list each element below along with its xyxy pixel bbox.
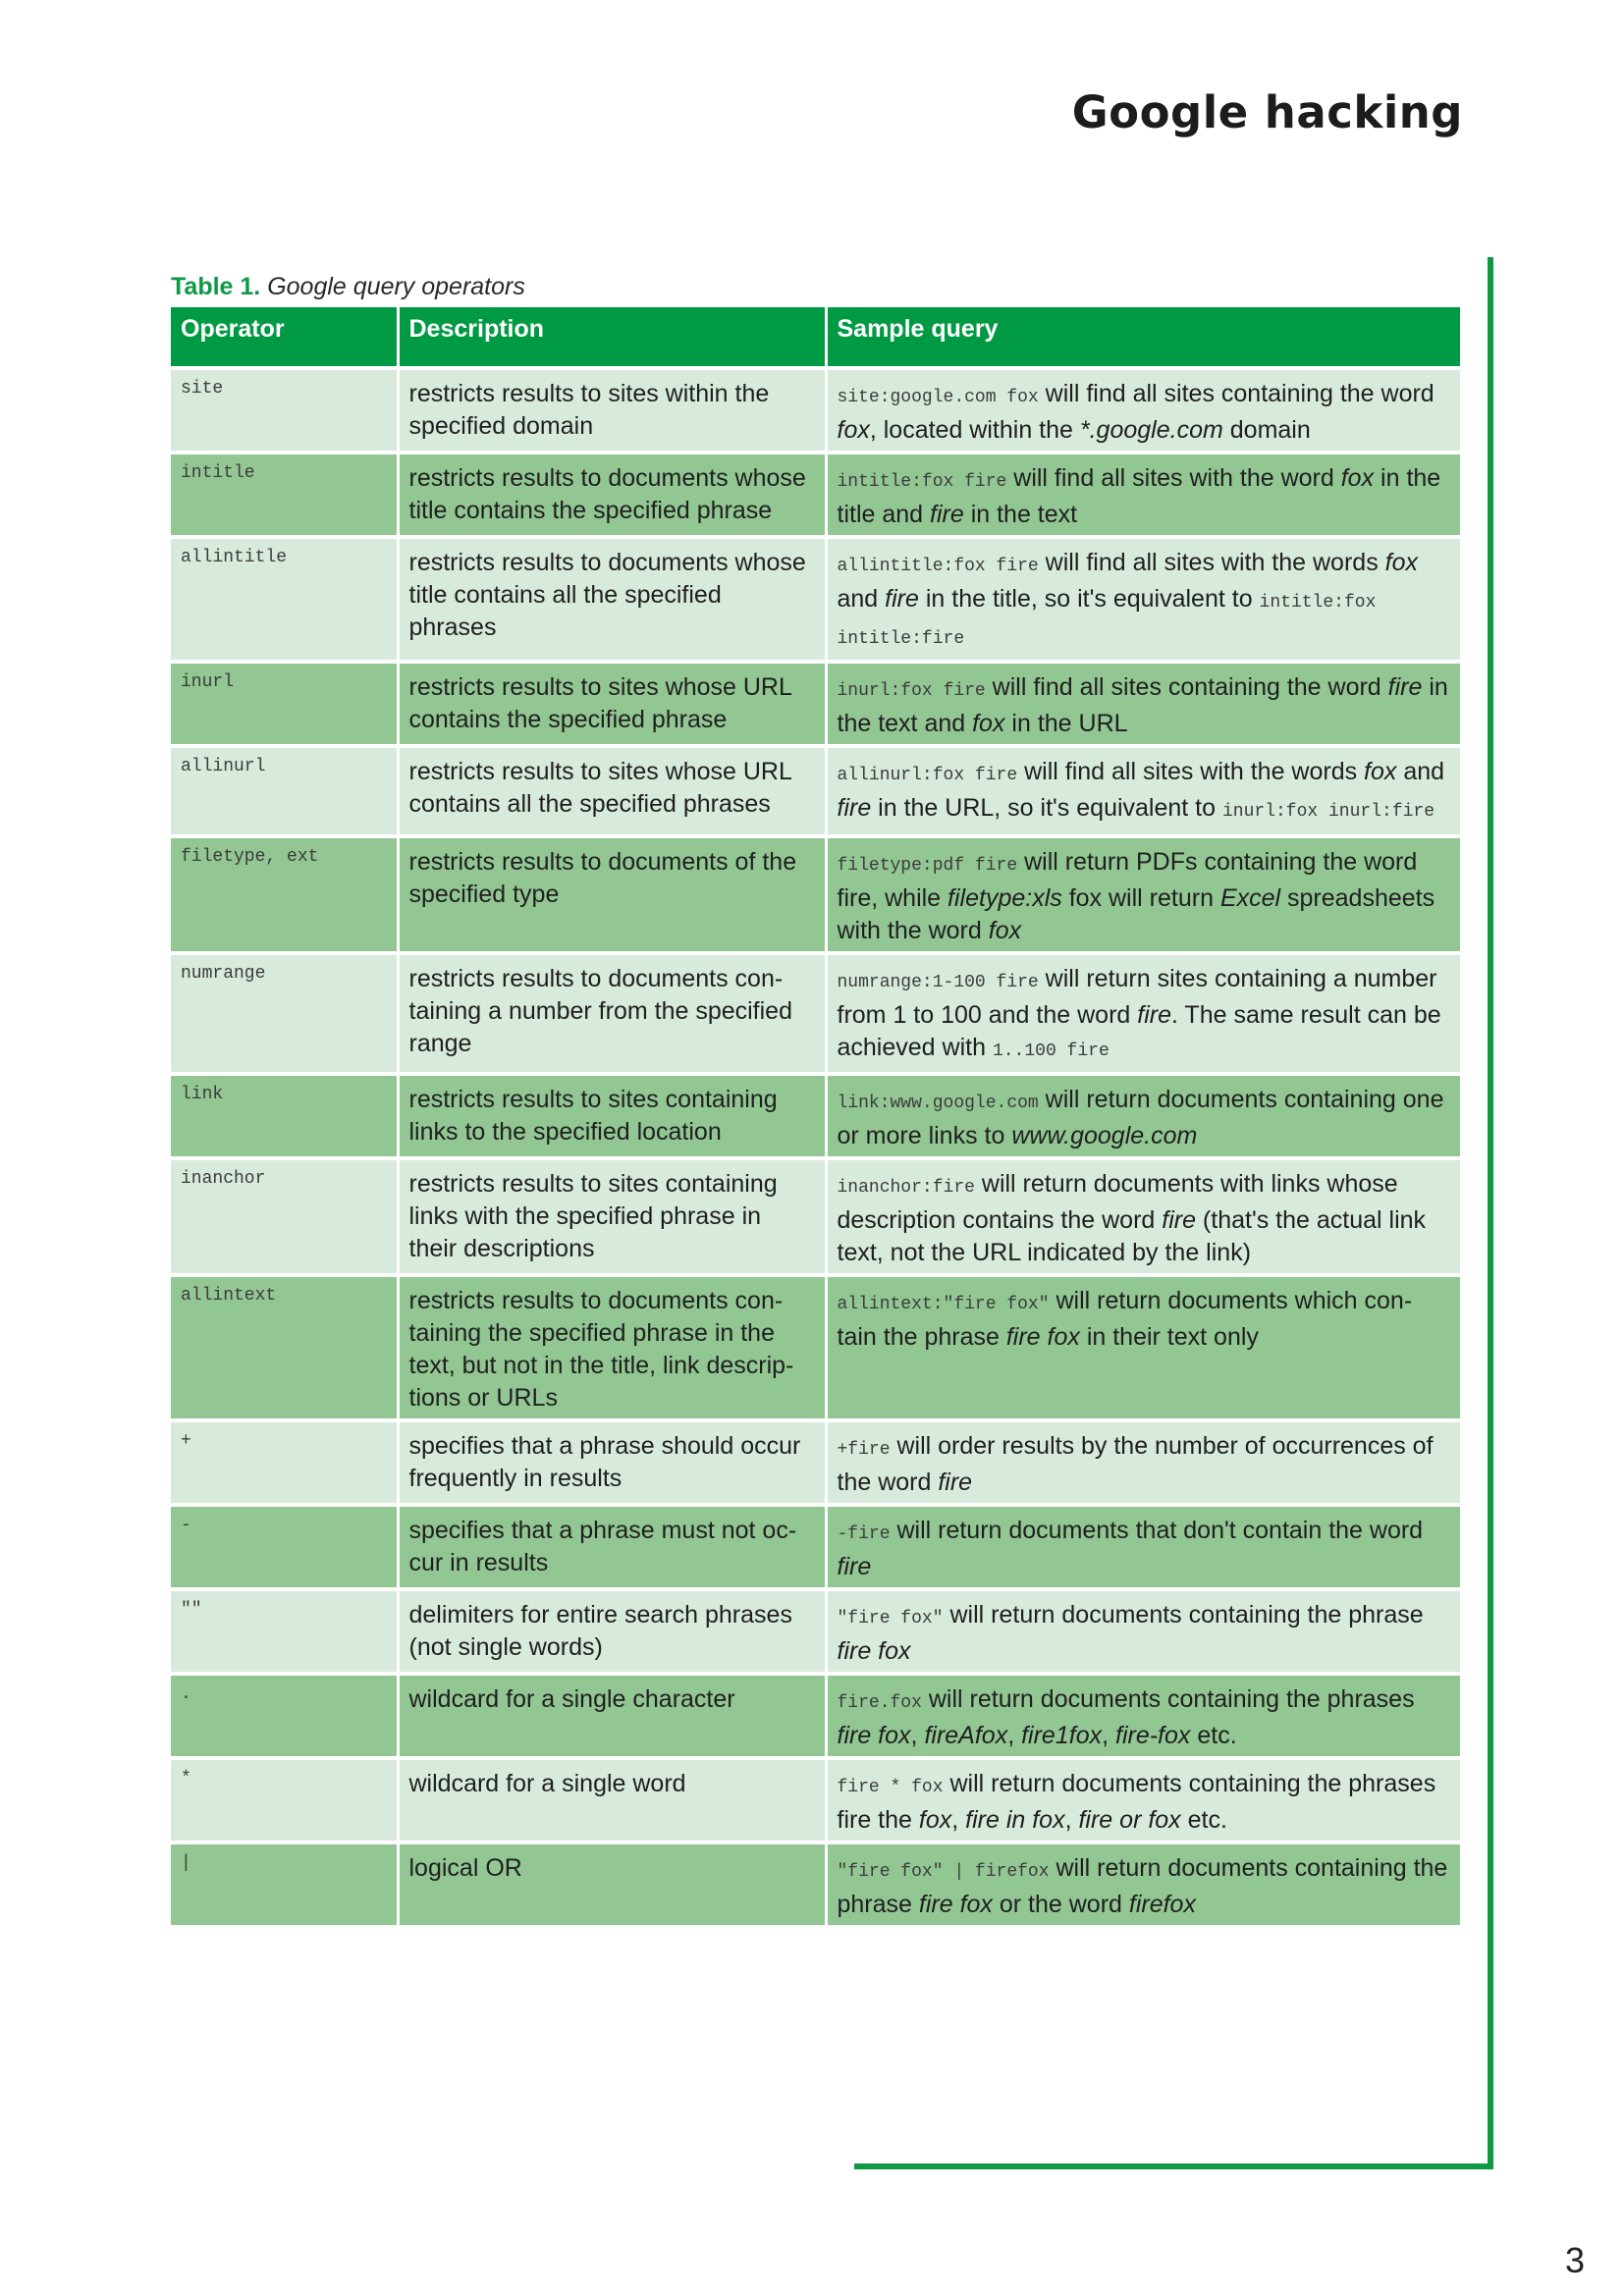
sample-text: will find all sites containing the word [985, 673, 1388, 701]
operator-cell: numrange [171, 953, 398, 1074]
sample-code: intitle:fox fire [837, 472, 1007, 492]
sample-text: , [1007, 1722, 1022, 1749]
description-cell: delimiters for entire search phrases (not single words) [398, 1589, 826, 1674]
sample-text: , [1102, 1722, 1115, 1749]
operator-cell: link [171, 1074, 398, 1158]
page-number: 3 [1565, 2240, 1586, 2280]
sample-text: will return documents containing the phrase [837, 1854, 1448, 1918]
sample-query-cell [826, 1758, 1461, 1842]
sample-code: allintitle:fox fire [837, 557, 1039, 576]
sample-emphasis: fire fox [918, 1891, 993, 1918]
sample-text: and [837, 585, 886, 613]
sample-emphasis: fire-fox [1115, 1722, 1191, 1749]
sample-code: link:www.google.com [837, 1094, 1039, 1113]
table-caption [171, 273, 525, 301]
table-row [171, 537, 1461, 662]
sample-text: domain [1222, 416, 1311, 444]
sample-text: in the title and [837, 464, 1441, 528]
green-frame-horizontal [854, 2163, 1493, 2169]
description-cell: restricts results to sites containing links with the specified phrase in their descriptions [398, 1158, 826, 1275]
sample-emphasis: fox [837, 416, 870, 444]
table-row [171, 836, 1461, 953]
table-row [171, 746, 1461, 836]
sample-code: "fire fox" | firefox [837, 1862, 1050, 1882]
sample-query-cell [826, 1158, 1461, 1275]
operator-cell: inanchor [171, 1158, 398, 1275]
table-header-row [171, 307, 1461, 368]
operator-cell: . [171, 1674, 398, 1758]
operator-cell: site [171, 368, 398, 453]
sample-code: "fire fox" [837, 1609, 944, 1629]
description-cell: wildcard for a single word [398, 1758, 826, 1842]
description-cell: restricts results to sites whose URL contains all the specified phrases [398, 746, 826, 836]
sample-emphasis: fire [837, 1553, 872, 1580]
operator-cell: + [171, 1420, 398, 1505]
sample-query-cell [826, 1842, 1461, 1925]
table-row [171, 453, 1461, 537]
sample-emphasis: fox [972, 710, 1005, 737]
sample-text: in the URL, so it's equivalent to [871, 794, 1222, 822]
sample-emphasis: fox [988, 917, 1022, 944]
sample-text: or the word [992, 1891, 1129, 1918]
sample-query-cell [826, 453, 1461, 537]
sample-code: inurl:fox fire [837, 681, 986, 701]
sample-text: etc. [1190, 1722, 1237, 1749]
description-cell: restricts results to sites containing links to the specified location [398, 1074, 826, 1158]
sample-text: fox will return [1061, 884, 1220, 912]
sample-text: in the text [963, 501, 1078, 528]
table-row [171, 1589, 1461, 1674]
description-cell: restricts results to sites whose URL contains the specified phrase [398, 662, 826, 746]
sample-emphasis: fire [930, 501, 964, 528]
sample-emphasis: fire [1137, 1001, 1171, 1029]
sample-text: will return sites containing a number from 1 to 100 and the word [837, 965, 1437, 1029]
description-cell: restricts results to documents whose title contains the specified phrase [398, 453, 826, 537]
table-body [171, 368, 1461, 1925]
sample-text: , located within the [869, 416, 1080, 444]
sample-text: in the title, so it's equivalent to [918, 585, 1260, 613]
sample-emphasis: filetype:xls [947, 884, 1062, 912]
sample-code: inurl:fox inurl:fire [1221, 802, 1435, 822]
sample-emphasis: www.google.com [1011, 1122, 1198, 1149]
sample-emphasis: fire [938, 1468, 973, 1496]
description-cell: wildcard for a single character [398, 1674, 826, 1758]
sample-code: allintext:"fire fox" [837, 1295, 1050, 1314]
sample-text: spreadsheets with the word [837, 884, 1435, 944]
sample-code: numrange:1-100 fire [837, 973, 1039, 992]
description-cell: logical OR [398, 1842, 826, 1925]
sample-emphasis: fire [1387, 673, 1423, 701]
sample-code: fire.fox [837, 1693, 922, 1713]
sample-emphasis: fire fox [837, 1637, 911, 1665]
sample-emphasis: fox [1364, 758, 1397, 785]
sample-code: -fire [837, 1524, 891, 1544]
sample-query-cell [826, 1589, 1461, 1674]
page-header-title: Google hacking [1071, 86, 1463, 138]
sample-emphasis: fox [1340, 464, 1375, 492]
sample-text: (that's the actual link text, not the URL indicated by the link) [837, 1206, 1427, 1266]
table-row [171, 368, 1461, 453]
sample-text: will return documents containing the phrases [921, 1685, 1415, 1713]
sample-code: +fire [837, 1440, 891, 1460]
sample-emphasis: *.google.com [1079, 416, 1223, 444]
sample-text: and [1396, 758, 1445, 785]
sample-emphasis: fire [1162, 1206, 1196, 1234]
sample-query-cell [826, 1275, 1461, 1420]
sample-text: . The same result can be achieved with [837, 1001, 1441, 1061]
table-row [171, 953, 1461, 1074]
sample-text: , [910, 1722, 925, 1749]
sample-code: inanchor:fire [837, 1178, 975, 1198]
sample-text: , [1064, 1806, 1079, 1834]
sample-text: will return documents containing the phrase [943, 1601, 1424, 1629]
operator-cell: filetype, ext [171, 836, 398, 953]
sample-text: etc. [1180, 1806, 1227, 1834]
table-caption-label: Table 1. [171, 273, 261, 300]
table-row [171, 1842, 1461, 1925]
table-row [171, 1505, 1461, 1589]
sample-text: will order results by the number of occurrences of the word [837, 1432, 1434, 1496]
sample-code: intitle:fox intitle:fire [837, 593, 1377, 649]
table-row [171, 1674, 1461, 1758]
sample-query-cell [826, 1505, 1461, 1589]
operators-table [171, 307, 1463, 1925]
sample-code: allinurl:fox fire [837, 766, 1018, 785]
table-row [171, 1420, 1461, 1505]
sample-text: in their text only [1079, 1323, 1259, 1351]
sample-text: will find all sites containing the word [1038, 380, 1435, 407]
sample-text: in the URL [1004, 710, 1128, 737]
sample-text: will find all sites with the words [1017, 758, 1365, 785]
column-header-sample-query: Sample query [826, 307, 1461, 368]
sample-emphasis: fire in fox [965, 1806, 1065, 1834]
sample-text: will return documents containing one or more links to [837, 1086, 1444, 1149]
sample-emphasis: fire fox [837, 1722, 911, 1749]
column-header-description: Description [398, 307, 826, 368]
operator-cell: | [171, 1842, 398, 1925]
description-cell: restricts results to sites within the specified domain [398, 368, 826, 453]
sample-code: filetype:pdf fire [837, 856, 1018, 876]
table-row [171, 1074, 1461, 1158]
operator-cell: - [171, 1505, 398, 1589]
sample-query-cell [826, 662, 1461, 746]
description-cell: restricts results to documents con-taining the specified phrase in the text, but not in the title, link descrip-tions or URLs [398, 1275, 826, 1420]
operator-cell: * [171, 1758, 398, 1842]
sample-query-cell [826, 1420, 1461, 1505]
sample-text: will return documents with links whose description contains the word [837, 1170, 1398, 1234]
sample-code: 1..100 fire [992, 1041, 1110, 1061]
table-row [171, 1275, 1461, 1420]
sample-query-cell [826, 537, 1461, 662]
sample-text: in the text and [837, 673, 1448, 737]
sample-text: will return documents containing the phrases fire the [837, 1770, 1436, 1834]
operator-cell: allintext [171, 1275, 398, 1420]
column-header-operator: Operator [171, 307, 398, 368]
sample-text: , [951, 1806, 966, 1834]
sample-emphasis: fire1fox [1021, 1722, 1103, 1749]
sample-emphasis: fire fox [1005, 1323, 1080, 1351]
sample-text: will find all sites with the word [1006, 464, 1341, 492]
sample-query-cell [826, 1074, 1461, 1158]
sample-emphasis: Excel [1219, 884, 1281, 912]
sample-emphasis: fire [885, 585, 919, 613]
description-cell: restricts results to documents of the specified type [398, 836, 826, 953]
sample-query-cell [826, 368, 1461, 453]
operator-cell: intitle [171, 453, 398, 537]
sample-emphasis: fireAfox [924, 1722, 1008, 1749]
sample-emphasis: fire [837, 794, 872, 822]
sample-emphasis: fire or fox [1078, 1806, 1181, 1834]
table-row [171, 1158, 1461, 1275]
table-caption-text: Google query operators [267, 273, 525, 300]
operator-cell: "" [171, 1589, 398, 1674]
sample-code: site:google.com fox [837, 388, 1039, 407]
description-cell: specifies that a phrase must not oc-cur in results [398, 1505, 826, 1589]
description-cell: restricts results to documents con-taining a number from the specified range [398, 953, 826, 1074]
operator-cell: allintitle [171, 537, 398, 662]
description-cell: specifies that a phrase should occur frequently in results [398, 1420, 826, 1505]
operator-cell: allinurl [171, 746, 398, 836]
sample-query-cell [826, 836, 1461, 953]
sample-query-cell [826, 1674, 1461, 1758]
description-cell: restricts results to documents whose title contains all the specified phrases [398, 537, 826, 662]
operator-cell: inurl [171, 662, 398, 746]
sample-emphasis: firefox [1128, 1891, 1196, 1918]
sample-text: will return documents which con-tain the phrase [837, 1287, 1413, 1351]
sample-query-cell [826, 746, 1461, 836]
green-frame-vertical [1488, 257, 1493, 2169]
sample-emphasis: fox [918, 1806, 952, 1834]
sample-text: will find all sites with the words [1038, 549, 1385, 576]
sample-text: will return PDFs containing the word fire, while [837, 848, 1418, 912]
table-row [171, 1758, 1461, 1842]
sample-text: will return documents that don't contain the word [890, 1517, 1424, 1544]
sample-emphasis: fox [1384, 549, 1418, 576]
sample-query-cell [826, 953, 1461, 1074]
table-row [171, 662, 1461, 746]
sample-code: fire * fox [837, 1778, 944, 1797]
